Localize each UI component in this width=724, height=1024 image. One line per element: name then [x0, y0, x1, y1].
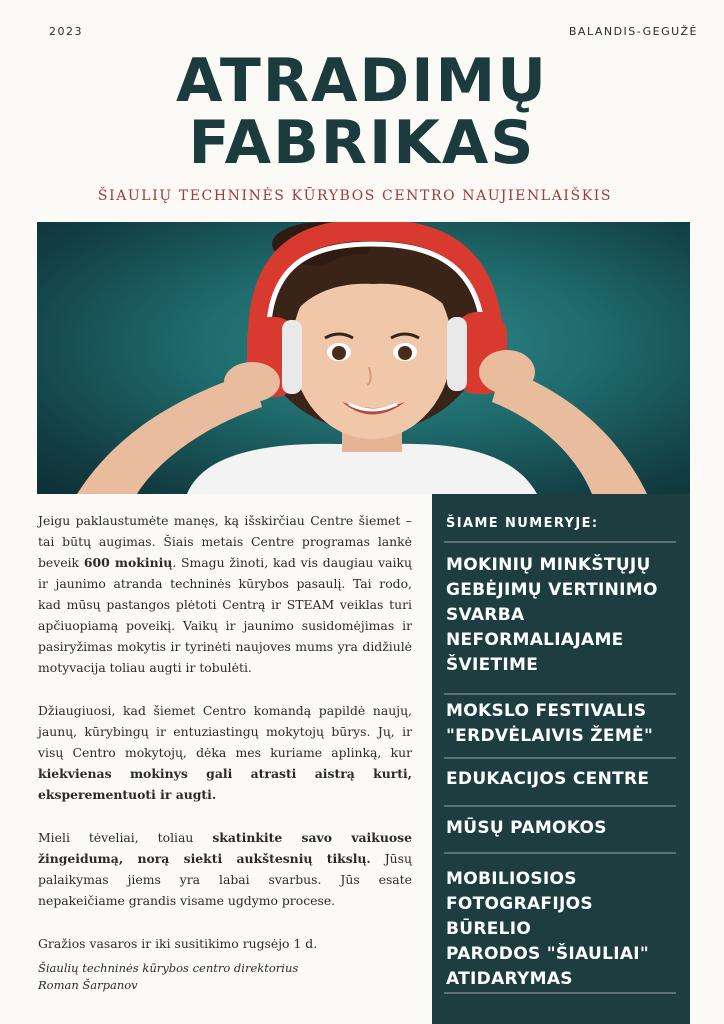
- hero-photo: [37, 222, 690, 494]
- issue-year: 2023: [49, 25, 83, 38]
- divider: [444, 992, 676, 994]
- contents-heading: ŠIAME NUMERYJE:: [446, 516, 599, 531]
- item-line: MŪSŲ PAMOKOS: [446, 818, 607, 838]
- paragraph-2: [38, 700, 412, 805]
- item-line: MOKSLO FESTIVALIS: [446, 701, 647, 721]
- p3-text: Mieli tėveliai, toliau: [38, 830, 213, 845]
- item-line: FOTOGRAFIJOS BŪRELIO: [446, 894, 593, 939]
- item-line: EDUKACIJOS CENTRE: [446, 769, 650, 789]
- item-line: GEBĖJIMŲ VERTINIMO: [446, 580, 658, 600]
- item-line: MOBILIOSIOS: [446, 869, 577, 889]
- newsletter-title: [0, 46, 724, 178]
- signature: [38, 960, 418, 994]
- contents-item-soft-skills[interactable]: [446, 553, 682, 678]
- contents-item-education-centre[interactable]: [446, 767, 682, 792]
- divider: [444, 757, 676, 759]
- item-line: MOKINIŲ MINKŠTŲJŲ: [446, 555, 651, 575]
- item-line: NEFORMALIAJAME: [446, 630, 624, 650]
- editorial-text: [38, 510, 412, 976]
- signature-name: Roman Šarpanov: [38, 978, 138, 992]
- contents-item-science-festival[interactable]: [446, 699, 682, 749]
- p1-text: Jeigu paklaustumėte manęs, ką išskirčiau Centre šiemet – tai būtų augimas. Šiais metais Centre programas lankė beveik: [38, 513, 412, 570]
- signature-role: Šiaulių techninės kūrybos centro direktorius: [38, 961, 299, 975]
- paragraph-4: Gražios vasaros ir iki susitikimo rugsėjo 1 d.: [38, 936, 318, 951]
- newsletter-subtitle: ŠIAULIŲ TECHNINĖS KŪRYBOS CENTRO NAUJIENLAIŠKIS: [97, 188, 613, 204]
- contents-item-photo-exhibition[interactable]: [446, 867, 682, 992]
- paragraph-3: [38, 827, 412, 911]
- item-line: "ERDVĖLAIVIS ŽEMĖ": [446, 726, 654, 746]
- item-line: SVARBA: [446, 605, 525, 625]
- p1-text-end: . Smagu žinoti, kad vis daugiau vaikų ir jaunimo atranda techninės kūrybos pasaulį. Tai rodo, kad mūsų pastangos plėtoti Centrą ir STEAM veiklas turi apčiuopiamą poveikį. Vaikų ir jaunimo susidomėjimas ir pasiryžimas mokytis ir tyrinėti naujoves mums yra didžiulė motyvacija toliau augti ir tobulėti.: [38, 555, 412, 675]
- contents-item-our-lessons[interactable]: [446, 816, 682, 841]
- issue-period: BALANDIS-GEGUŽĖ: [568, 25, 698, 38]
- paragraph-1: [38, 510, 412, 678]
- p2-bold: kiekvienas mokinys gali atrasti aistrą kurti, eksperementuoti ir augti.: [38, 766, 412, 802]
- p2-text: Džiaugiuosi, kad šiemet Centro komandą papildė naujų, jaunų, kūrybingų ir entuziastingų mokytojų būrys. Jų, ir visų Centro mokytojų, dėka mes kuriame aplinką, kur: [38, 703, 412, 760]
- p1-bold: 600 mokinių: [83, 555, 173, 570]
- girl-with-headphones-illustration: [37, 222, 690, 494]
- p3-bold: skatinkite savo vaikuose žingeidumą, norą siekti aukštesnių tikslų.: [38, 830, 412, 866]
- item-line: ŠVIETIME: [446, 655, 539, 675]
- title-line-2: FABRIKAS: [188, 108, 536, 178]
- item-line: PARODOS "ŠIAULIAI": [446, 944, 650, 964]
- divider: [444, 805, 676, 807]
- p3-text-end: Jūsų palaikymas jiems yra labai svarbus. Jūs esate nepakeičiame grandis visame ugdymo procese.: [38, 851, 412, 908]
- title-line-1: ATRADIMŲ: [176, 46, 548, 116]
- divider: [444, 693, 676, 695]
- contents-sidebar: [432, 494, 690, 1024]
- divider: [444, 541, 676, 543]
- divider: [444, 852, 676, 854]
- item-line: ATIDARYMAS: [446, 969, 573, 989]
